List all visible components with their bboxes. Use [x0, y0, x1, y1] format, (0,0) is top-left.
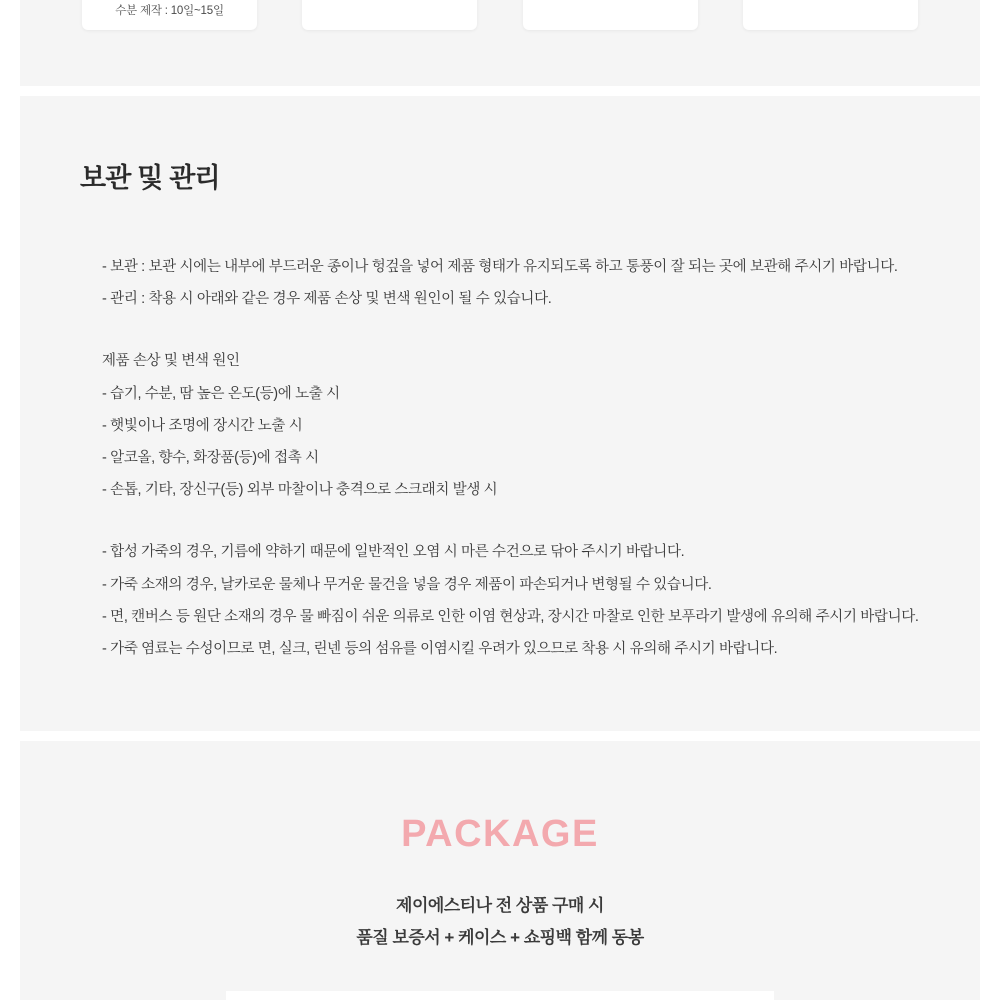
package-subtitle-line-1: 제이에스티나 전 상품 구매 시: [396, 896, 604, 916]
care-line: 제품 손상 및 변색 원인: [102, 353, 240, 370]
care-line: - 보관 : 보관 시에는 내부에 부드러운 종이나 헝겊을 넣어 제품 형태가 유지되도록 하고 통풍이 잘 되는 곳에 보관해 주시기 바랍니다.: [102, 259, 898, 275]
care-line: - 면, 캔버스 등 원단 소재의 경우 물 빠짐이 쉬운 의류로 인한 이염 현상과, 장시간 마찰로 인한 보푸라기 발생에 유의해 주시기 바랍니다.: [102, 608, 919, 625]
care-line: - 손톱, 기타, 장신구(등) 외부 마찰이나 충격으로 스크래치 발생 시: [102, 482, 498, 499]
care-line: - 가죽 소재의 경우, 날카로운 물체나 무거운 물건을 넣을 경우 제품이 파손되거나 변형될 수 있습니다.: [102, 576, 712, 593]
package-section: [20, 741, 980, 1000]
care-line: - 알코올, 향수, 화장품(등)에 접촉 시: [102, 449, 319, 466]
care-section: [20, 96, 980, 731]
care-paragraph-gap: [102, 506, 920, 536]
spec-card: [302, 0, 477, 30]
care-line: - 습기, 수분, 땀 높은 온도(등)에 노출 시: [102, 385, 340, 402]
spec-card: [743, 0, 918, 30]
package-subtitle-line-2: 품질 보증서 + 케이스 + 쇼핑백 함께 동봉: [356, 927, 644, 947]
care-line: - 가죽 염료는 수성이므로 면, 실크, 린넨 등의 섬유를 이염시킬 우려가 있으므로 착용 시 유의해 주시기 바랍니다.: [102, 640, 778, 657]
package-photo: [226, 991, 774, 1000]
spec-card: [523, 0, 698, 30]
care-line: - 관리 : 착용 시 아래와 같은 경우 제품 손상 및 변색 원인이 될 수 있습니다.: [102, 291, 552, 308]
spec-card-line: 수분 제작 : 10일~15일: [115, 4, 224, 17]
section-divider: [0, 86, 1000, 96]
spec-cards-row: [20, 0, 980, 30]
spec-card: [82, 0, 257, 30]
package-title: PACKAGE: [401, 813, 599, 856]
spec-cards-strip: [20, 0, 980, 86]
care-paragraph-gap: [102, 315, 920, 345]
care-line: - 햇빛이나 조명에 장시간 노출 시: [102, 417, 303, 434]
section-divider: [0, 731, 1000, 741]
care-section-title: 보관 및 관리: [80, 163, 220, 193]
care-body: [80, 251, 920, 665]
care-line: - 합성 가죽의 경우, 기름에 약하기 때문에 일반적인 오염 시 마른 수건으로 닦아 주시기 바랍니다.: [102, 544, 685, 561]
